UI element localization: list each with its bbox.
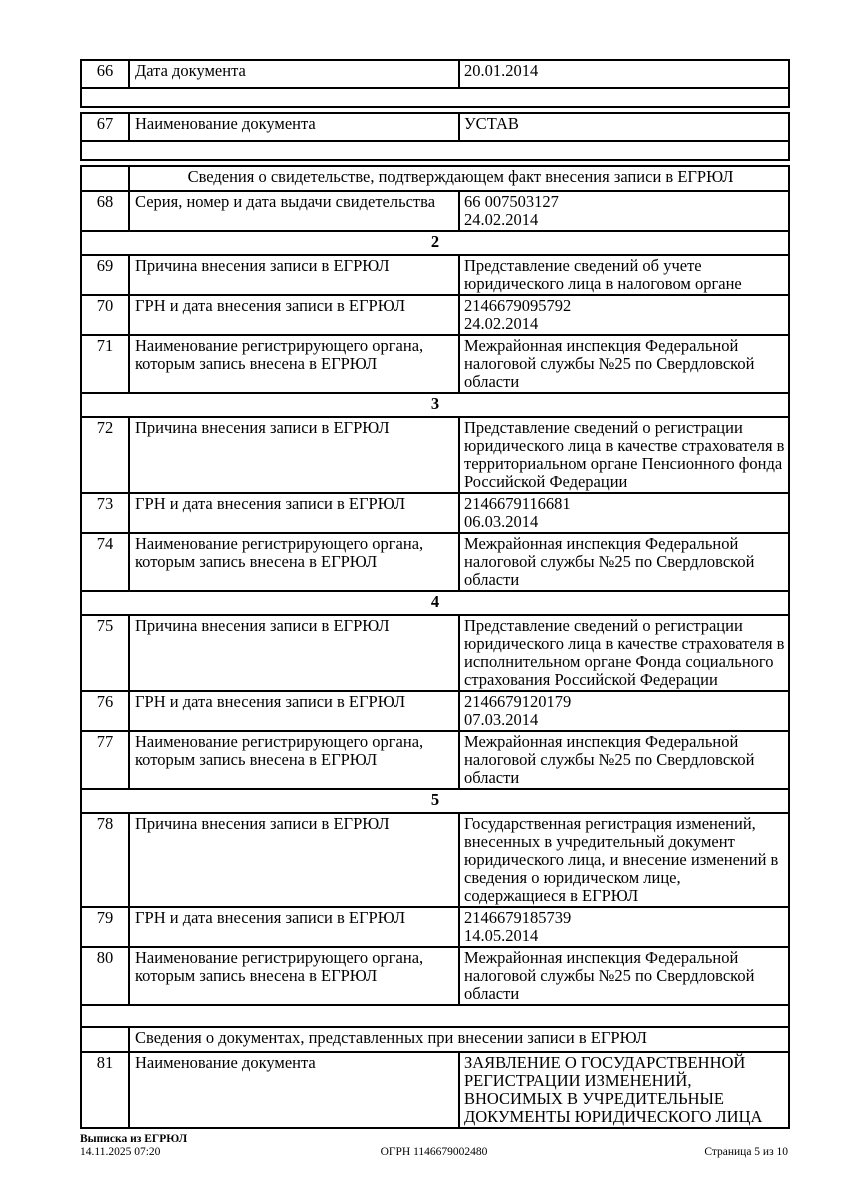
main-records-table <box>80 165 790 1129</box>
row-number-cell: 73 <box>81 493 129 533</box>
table-row <box>81 493 789 533</box>
row-value-cell: Межрайонная инспекция Федеральной налоговой службы №25 по Свердловской области <box>459 335 789 393</box>
row-value-cell: Представление сведений о регистрации юридического лица в качестве страхователя в территориальном органе Пенсионного фонда Российской Федерации <box>459 417 789 493</box>
row-number-cell: 70 <box>81 295 129 335</box>
record-number-row <box>81 393 789 417</box>
footer-datetime: 14.11.2025 07:20 <box>80 1146 161 1158</box>
value-line: 14.05.2014 <box>464 926 539 945</box>
row-label-cell: Причина внесения записи в ЕГРЮЛ <box>129 615 459 691</box>
row-label-cell: Причина внесения записи в ЕГРЮЛ <box>129 255 459 295</box>
row-value-cell <box>459 191 789 231</box>
record-number-row <box>81 231 789 255</box>
table-row <box>81 417 789 493</box>
row-number-cell: 75 <box>81 615 129 691</box>
record-number-row <box>81 789 789 813</box>
footer-page-number: Страница 5 из 10 <box>704 1146 788 1158</box>
value-line: 07.03.2014 <box>464 710 539 729</box>
row-value-cell: ЗАЯВЛЕНИЕ О ГОСУДАРСТВЕННОЙ РЕГИСТРАЦИИ ИЗМЕНЕНИЙ, ВНОСИМЫХ В УЧРЕДИТЕЛЬНЫЕ ДОКУМЕНТЫ ЮРИДИЧЕСКОГО ЛИЦА <box>459 1052 789 1128</box>
separator-cell <box>81 141 789 160</box>
table-row <box>81 533 789 591</box>
table-row <box>81 813 789 907</box>
row-value-cell <box>459 907 789 947</box>
value-line: 24.02.2014 <box>464 314 539 333</box>
row-value-cell: Представление сведений об учете юридического лица в налоговом органе <box>459 255 789 295</box>
row-number-cell: 67 <box>81 113 129 141</box>
row-label-cell: ГРН и дата внесения записи в ЕГРЮЛ <box>129 493 459 533</box>
row-number-cell: 74 <box>81 533 129 591</box>
footer-doc-type: Выписка из ЕГРЮЛ <box>80 1133 188 1145</box>
separator-row <box>81 1005 789 1027</box>
section-header-cell: Сведения о документах, представленных при внесении записи в ЕГРЮЛ <box>129 1027 789 1052</box>
row-number-cell <box>81 166 129 191</box>
doc-date-table <box>80 59 790 108</box>
row-number-cell: 72 <box>81 417 129 493</box>
table-row <box>81 295 789 335</box>
row-value-cell: Межрайонная инспекция Федеральной налоговой службы №25 по Свердловской области <box>459 533 789 591</box>
row-number-cell: 77 <box>81 731 129 789</box>
row-number-cell: 69 <box>81 255 129 295</box>
document-tables <box>80 59 788 1129</box>
row-number-cell: 80 <box>81 947 129 1005</box>
row-label-cell: Наименование документа <box>129 1052 459 1128</box>
row-label-cell: Причина внесения записи в ЕГРЮЛ <box>129 417 459 493</box>
section-header-row <box>81 1027 789 1052</box>
record-number-cell: 4 <box>81 591 789 615</box>
record-number-row <box>81 591 789 615</box>
row-number-cell: 76 <box>81 691 129 731</box>
value-line: 2146679185739 <box>464 908 572 927</box>
row-number-cell: 71 <box>81 335 129 393</box>
row-number-cell: 68 <box>81 191 129 231</box>
row-value-cell <box>459 493 789 533</box>
row-label-cell: Наименование регистрирующего органа, которым запись внесена в ЕГРЮЛ <box>129 947 459 1005</box>
table-row <box>81 335 789 393</box>
table-row <box>81 691 789 731</box>
record-number-cell: 3 <box>81 393 789 417</box>
row-number-cell: 78 <box>81 813 129 907</box>
row-number-cell <box>81 1027 129 1052</box>
row-label-cell: Наименование регистрирующего органа, которым запись внесена в ЕГРЮЛ <box>129 533 459 591</box>
footer-ogrn: ОГРН 1146679002480 <box>380 1146 488 1158</box>
table-row <box>81 255 789 295</box>
value-line: 06.03.2014 <box>464 512 539 531</box>
separator-cell <box>81 88 789 107</box>
row-value-cell: УСТАВ <box>459 113 789 141</box>
row-value-cell <box>459 295 789 335</box>
separator-row <box>81 88 789 107</box>
value-line: 24.02.2014 <box>464 210 539 229</box>
table-row <box>81 731 789 789</box>
record-number-cell: 2 <box>81 231 789 255</box>
row-value-cell: 20.01.2014 <box>459 60 789 88</box>
table-row <box>81 191 789 231</box>
value-line: 2146679095792 <box>464 296 572 315</box>
section-header-cell: Сведения о свидетельстве, подтверждающем факт внесения записи в ЕГРЮЛ <box>129 166 789 191</box>
separator-cell <box>81 1005 789 1027</box>
doc-name-table <box>80 112 790 161</box>
row-label-cell: ГРН и дата внесения записи в ЕГРЮЛ <box>129 295 459 335</box>
row-label-cell: Наименование регистрирующего органа, которым запись внесена в ЕГРЮЛ <box>129 335 459 393</box>
row-number-cell: 79 <box>81 907 129 947</box>
table-row <box>81 60 789 88</box>
row-label-cell: ГРН и дата внесения записи в ЕГРЮЛ <box>129 907 459 947</box>
row-label-cell: Наименование документа <box>129 113 459 141</box>
value-line: 66 007503127 <box>464 192 559 211</box>
row-value-cell: Государственная регистрация изменений, внесенных в учредительный документ юридического лица, и внесение изменений в сведения о юридическом лице, содержащиеся в ЕГРЮЛ <box>459 813 789 907</box>
table-row <box>81 907 789 947</box>
row-label-cell: Серия, номер и дата выдачи свидетельства <box>129 191 459 231</box>
row-value-cell: Межрайонная инспекция Федеральной налоговой службы №25 по Свердловской области <box>459 731 789 789</box>
section-header-row <box>81 166 789 191</box>
row-label-cell: Наименование регистрирующего органа, которым запись внесена в ЕГРЮЛ <box>129 731 459 789</box>
separator-row <box>81 141 789 160</box>
row-value-cell: Межрайонная инспекция Федеральной налоговой службы №25 по Свердловской области <box>459 947 789 1005</box>
page-footer <box>80 1133 788 1159</box>
value-line: 2146679120179 <box>464 692 572 711</box>
row-label-cell: Дата документа <box>129 60 459 88</box>
table-row <box>81 947 789 1005</box>
value-line: 2146679116681 <box>464 494 571 513</box>
table-row <box>81 615 789 691</box>
table-row <box>81 113 789 141</box>
table-row <box>81 1052 789 1128</box>
row-number-cell: 81 <box>81 1052 129 1128</box>
row-label-cell: ГРН и дата внесения записи в ЕГРЮЛ <box>129 691 459 731</box>
record-number-cell: 5 <box>81 789 789 813</box>
row-value-cell <box>459 691 789 731</box>
row-number-cell: 66 <box>81 60 129 88</box>
row-value-cell: Представление сведений о регистрации юридического лица в качестве страхователя в исполнительном органе Фонда социального страхования Российской Федерации <box>459 615 789 691</box>
row-label-cell: Причина внесения записи в ЕГРЮЛ <box>129 813 459 907</box>
